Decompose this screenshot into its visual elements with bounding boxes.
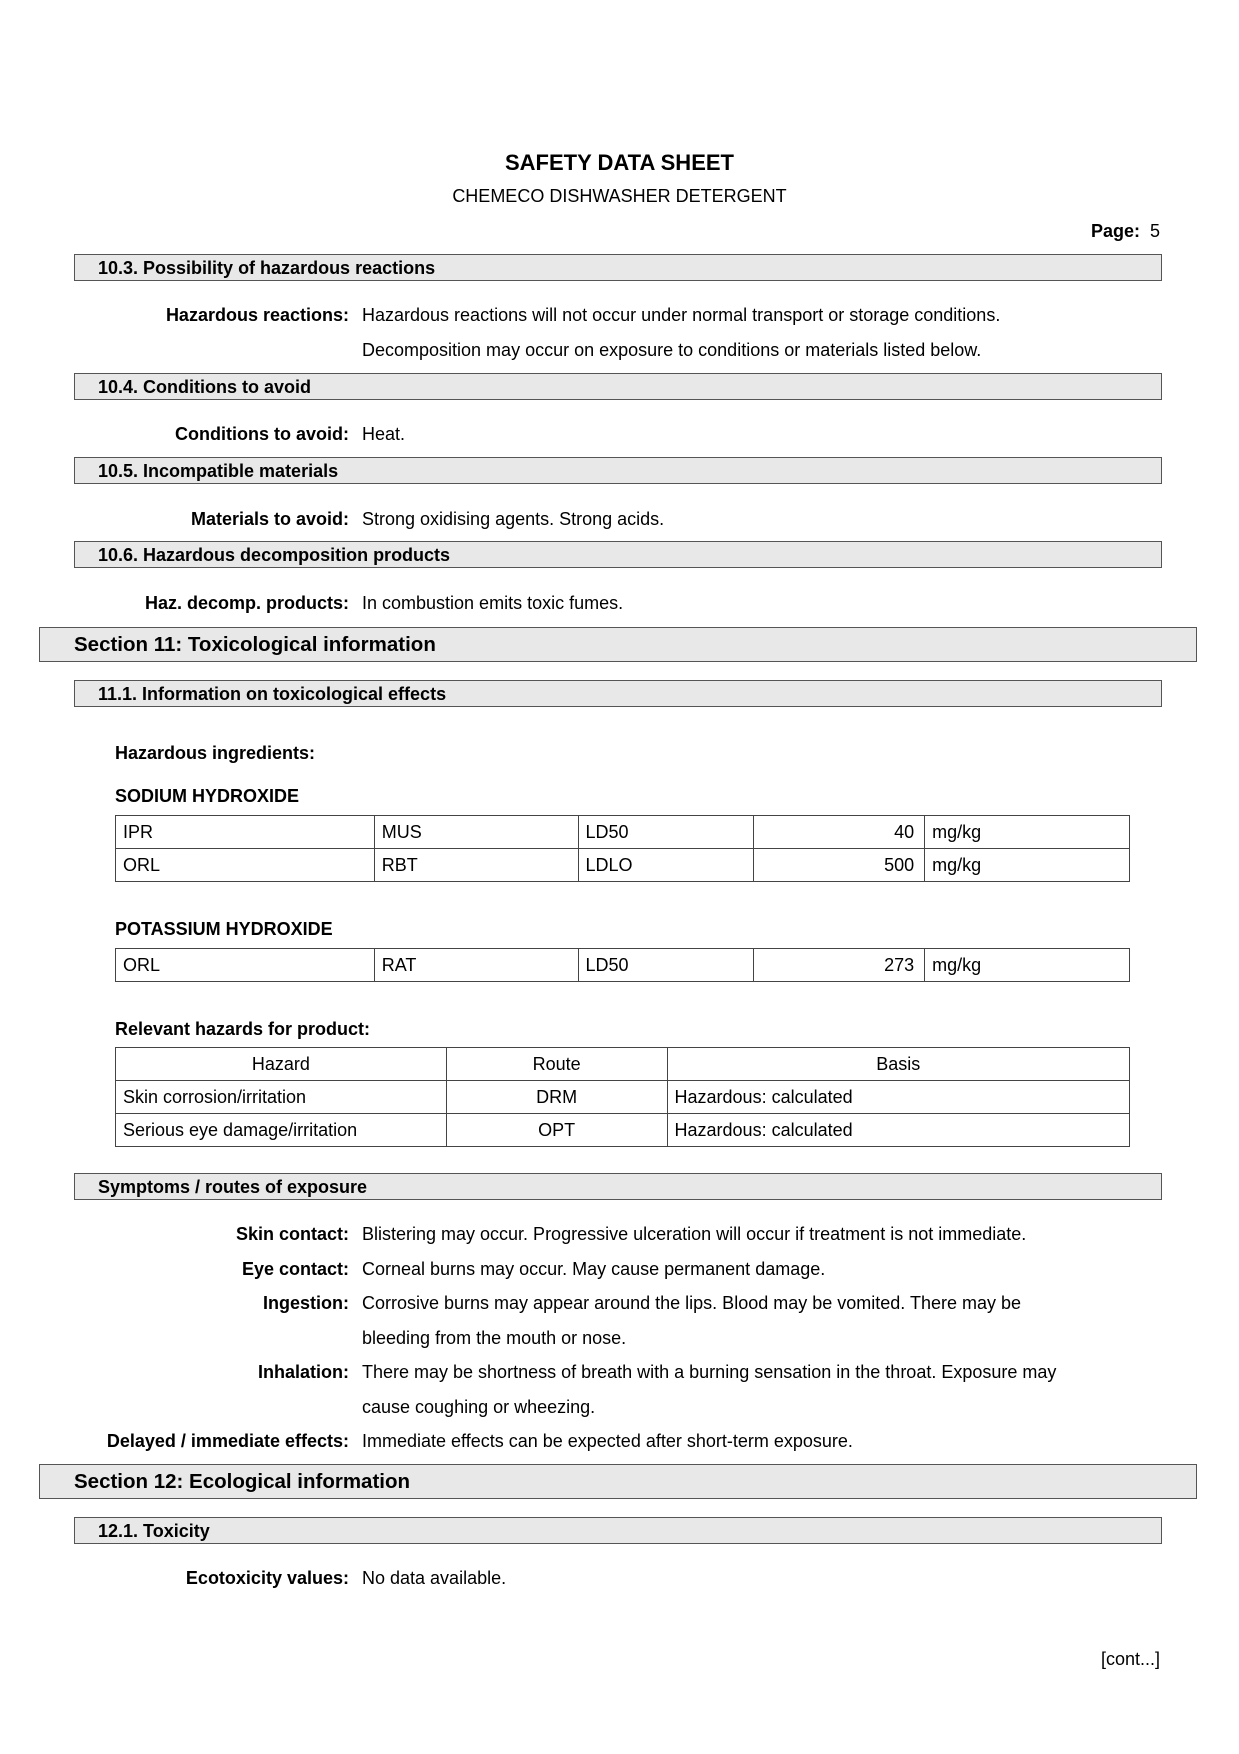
table-row [116, 849, 1130, 882]
table-row [116, 816, 1130, 849]
page-label: Page: [1090, 221, 1140, 241]
table-cell: Hazardous: calculated [667, 1081, 1129, 1114]
table-row [116, 1081, 1130, 1114]
page-number: 5 [1149, 221, 1160, 241]
table-cell: OPT [446, 1114, 667, 1147]
column-header: Basis [667, 1048, 1129, 1081]
heading-10-6: 10.6. Hazardous decomposition products [74, 541, 1162, 568]
heading-symptoms: Symptoms / routes of exposure [74, 1173, 1162, 1200]
table-cell: ORL [116, 849, 375, 882]
heading-10-5: 10.5. Incompatible materials [74, 457, 1162, 484]
table-cell: Hazardous: calculated [667, 1114, 1129, 1147]
page-indicator [1091, 221, 1160, 242]
relevant-hazards-label: Relevant hazards for product: [115, 1019, 371, 1039]
table-row [116, 1114, 1130, 1147]
field-label: Conditions to avoid: [175, 424, 349, 444]
table-cell: IPR [116, 816, 375, 849]
field-value: Hazardous reactions will not occur under normal transport or storage conditions. [362, 305, 1001, 325]
section-12-heading: Section 12: Ecological information [39, 1464, 1197, 1499]
table-cell: mg/kg [925, 849, 1130, 882]
field-value: In combustion emits toxic fumes. [362, 593, 624, 613]
field-label: Delayed / immediate effects: [106, 1431, 349, 1451]
heading-10-4: 10.4. Conditions to avoid [74, 373, 1162, 400]
continued-marker: [cont...] [1100, 1649, 1160, 1669]
field-value: Strong oxidising agents. Strong acids. [362, 509, 665, 529]
table-row [116, 949, 1130, 982]
table-cell: MUS [374, 816, 578, 849]
table-cell: RAT [374, 949, 578, 982]
hazardous-ingredients-label: Hazardous ingredients: [115, 743, 316, 763]
field-value: Corrosive burns may appear around the lips. Blood may be vomited. There may be [362, 1293, 1022, 1313]
table-cell: ORL [116, 949, 375, 982]
field-value: Decomposition may occur on exposure to conditions or materials listed below. [362, 340, 982, 360]
field-label: Ecotoxicity values: [185, 1568, 349, 1588]
field-value: Immediate effects can be expected after short-term exposure. [362, 1431, 853, 1451]
product-name: CHEMECO DISHWASHER DETERGENT [452, 186, 787, 206]
field-label: Ingestion: [263, 1293, 349, 1313]
ingredient-toxicity-table [115, 815, 1130, 882]
relevant-hazards-table [115, 1047, 1130, 1147]
table-cell: 273 [754, 949, 925, 982]
section-11-heading: Section 11: Toxicological information [39, 627, 1197, 662]
table-cell: DRM [446, 1081, 667, 1114]
field-label: Eye contact: [241, 1259, 349, 1279]
table-cell: RBT [374, 849, 578, 882]
ingredient-name: POTASSIUM HYDROXIDE [115, 919, 333, 939]
table-cell: Skin corrosion/irritation [116, 1081, 447, 1114]
field-label: Skin contact: [235, 1224, 349, 1244]
ingredient-name: SODIUM HYDROXIDE [115, 786, 300, 806]
field-label: Materials to avoid: [190, 509, 349, 529]
field-value: bleeding from the mouth or nose. [362, 1328, 627, 1348]
table-cell: LDLO [578, 849, 754, 882]
heading-10-3: 10.3. Possibility of hazardous reactions [74, 254, 1162, 281]
ingredient-toxicity-table [115, 948, 1130, 982]
heading-11-1: 11.1. Information on toxicological effects [74, 680, 1162, 707]
column-header: Route [446, 1048, 667, 1081]
table-cell: mg/kg [925, 816, 1130, 849]
field-value: Blistering may occur. Progressive ulceration will occur if treatment is not immediate. [362, 1224, 1027, 1244]
table-header-row [116, 1048, 1130, 1081]
table-cell: LD50 [578, 949, 754, 982]
table-cell: 500 [754, 849, 925, 882]
field-value: There may be shortness of breath with a burning sensation in the throat. Exposure may [362, 1362, 1057, 1382]
field-label: Haz. decomp. products: [144, 593, 349, 613]
document-title: SAFETY DATA SHEET [505, 150, 734, 175]
column-header: Hazard [116, 1048, 447, 1081]
field-label: Inhalation: [258, 1362, 349, 1382]
heading-12-1: 12.1. Toxicity [74, 1517, 1162, 1544]
table-cell: mg/kg [925, 949, 1130, 982]
table-cell: Serious eye damage/irritation [116, 1114, 447, 1147]
field-value: No data available. [362, 1568, 507, 1588]
field-value: Heat. [362, 424, 406, 444]
field-label: Hazardous reactions: [165, 305, 349, 325]
field-value: cause coughing or wheezing. [362, 1397, 596, 1417]
table-cell: 40 [754, 816, 925, 849]
table-cell: LD50 [578, 816, 754, 849]
field-value: Corneal burns may occur. May cause permanent damage. [362, 1259, 826, 1279]
